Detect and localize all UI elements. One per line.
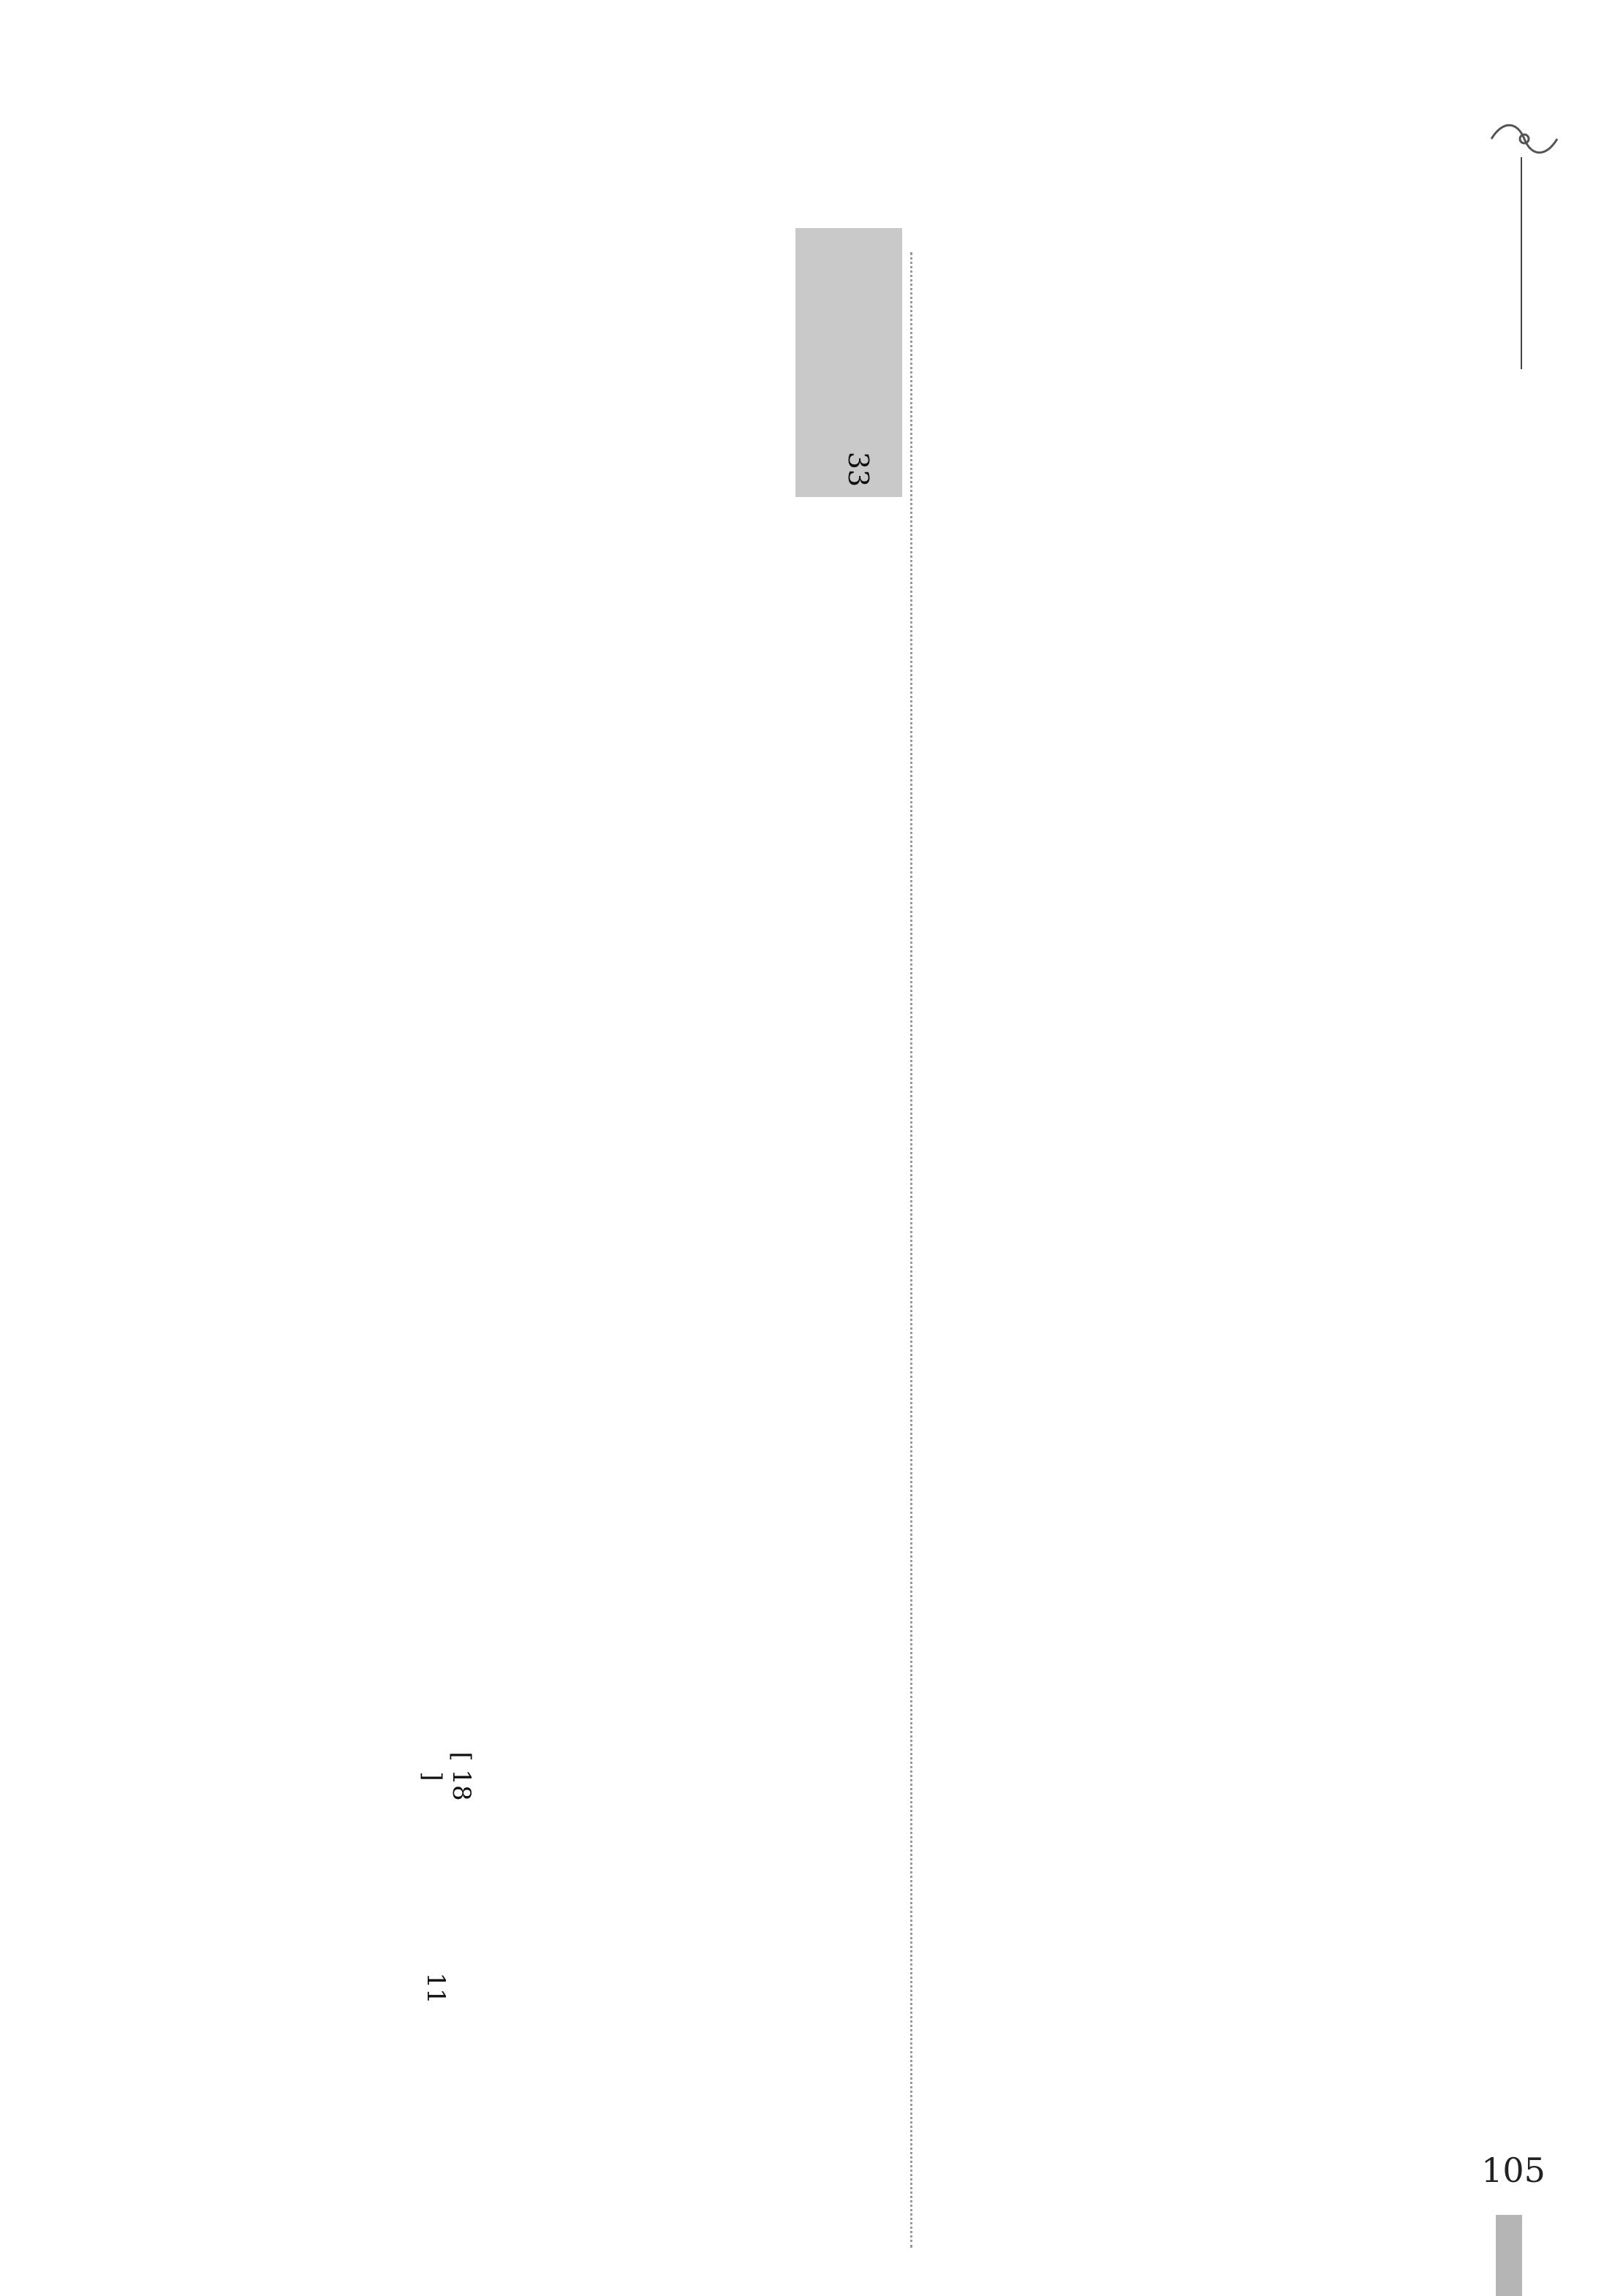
body-column	[485, 241, 515, 2200]
page-number: 105	[1481, 2151, 1546, 2190]
body-column	[363, 241, 392, 534]
body-column	[936, 241, 965, 2200]
body-column	[731, 241, 760, 2200]
body-column	[193, 241, 222, 2200]
chapter-number: 33	[842, 451, 874, 488]
section-divider	[910, 252, 912, 2248]
body-column	[547, 241, 576, 2200]
body-column	[254, 241, 284, 2200]
section-heading-text	[833, 219, 867, 1506]
body-column	[1120, 241, 1149, 2200]
running-header-text	[1503, 241, 1532, 1484]
body-column	[670, 241, 699, 2200]
body-column	[1181, 241, 1211, 2200]
body-column	[1243, 241, 1272, 2200]
body-column	[608, 241, 638, 2200]
body-column	[997, 241, 1026, 2200]
body-column	[1304, 241, 1333, 2200]
footnote-marker: 11	[421, 1972, 450, 2004]
edge-tab-marker	[1496, 2215, 1522, 2296]
body-column	[1059, 241, 1088, 2200]
body-column	[424, 241, 453, 2200]
body-column	[1427, 241, 1456, 2200]
citation-marker: [ 18 ]	[417, 1751, 476, 1801]
body-column	[1366, 241, 1395, 2200]
flourish-ornament	[1484, 117, 1565, 161]
